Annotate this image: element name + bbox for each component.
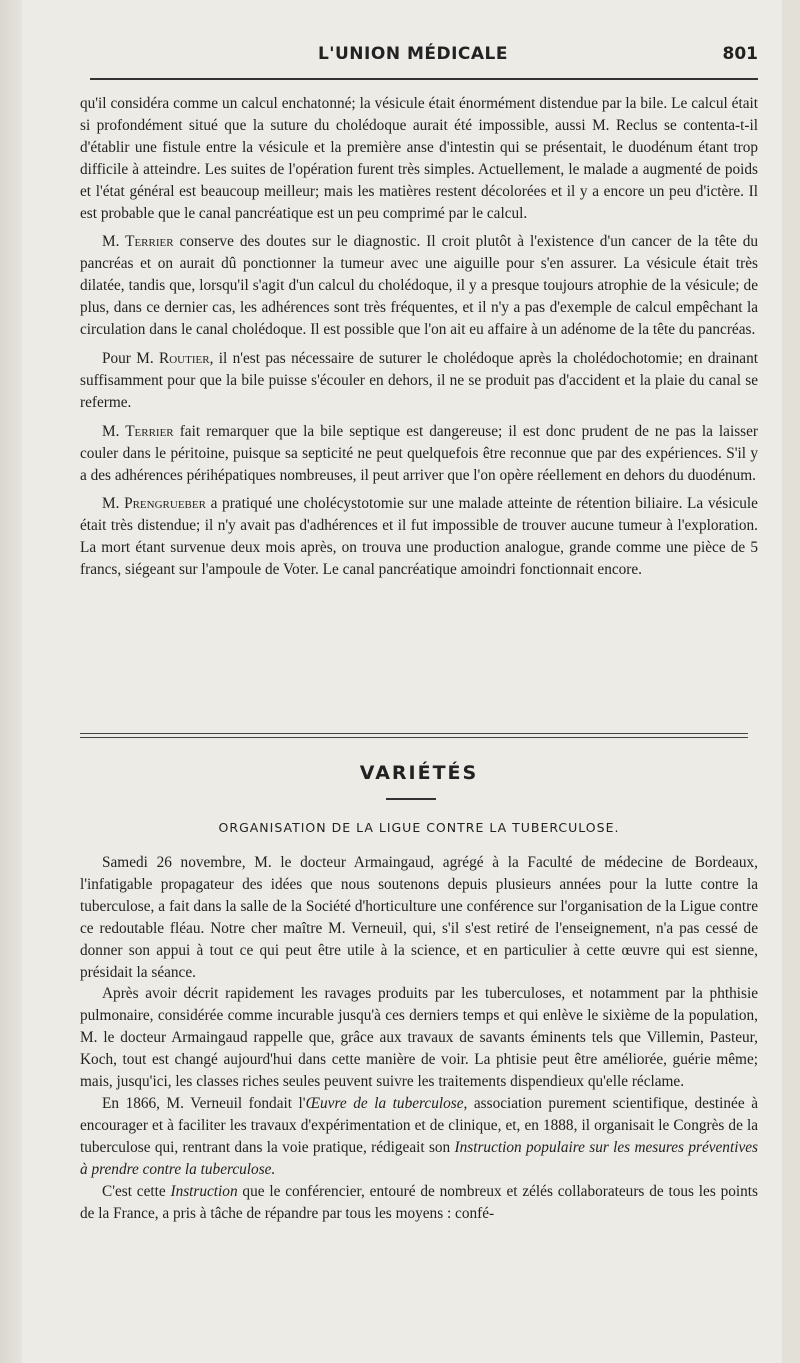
text-run: , association purement scientifique, destinée à encourager et à faciliter les travaux d'expérimentation et de clinique, et, en 1888, il organisait le Congrès de la tuberculose qui, rentrant dans la voie pratique, rédigeait son (80, 1094, 758, 1156)
text-run: que le conférencier, entouré de nombreux et zélés collaborateurs de tous les points de la France, a pris à tâche de répandre par tous les moyens : confé- (80, 1182, 758, 1222)
text-run: C'est cette (102, 1182, 171, 1200)
article-paragraph: Après avoir décrit rapidement les ravages produits par les tuberculoses, et notamment par la phthisie pulmonaire, considérée comme incurable jusqu'à ces derniers temps et qui enlève le sixième de la population, M. le docteur Armaingaud rappelle que, grâce aux travaux de savants éminents tels que Villemin, Pasteur, Koch, tout est changé aujourd'hui dans cette manière de voir. La phtisie peut être améliorée, guérie même; mais, jusqu'ici, les classes riches seules peuvent suivre les traitements dispendieux qu'elle réclame. (80, 985, 758, 1091)
section-divider (80, 737, 748, 738)
top-text-block (80, 93, 758, 588)
italic-title: Instruction (170, 1182, 238, 1200)
article-paragraph: Samedi 26 novembre, M. le docteur Armaingaud, agrégé à la Faculté de médecine de Bordeaux, l'infatigable propagateur des idées que nous soutenons depuis plusieurs années pour la lutte contre la tuberculose, a fait dans la salle de la Société d'horticulture une conférence sur l'organisation de la Ligue contre ce redoutable fléau. Notre cher maître M. Verneuil, qui, s'il s'est retiré de l'enseignement, n'a pas cessé de donner son appui à tout ce qui peut être utile à la science, et en particulier à cette œuvre qui est sienne, présidait la séance. (80, 854, 758, 981)
page-number: 801 (722, 44, 758, 64)
section-subtitle: ORGANISATION DE LA LIGUE CONTRE LA TUBERCULOSE. (218, 820, 620, 835)
title-rule (386, 798, 436, 800)
varietes-text-block (80, 852, 758, 1224)
italic-title: Œuvre de la tuberculose (305, 1094, 464, 1112)
article-paragraph (80, 1181, 758, 1225)
speaker-name: M. Prengrueber (102, 495, 206, 513)
text-run: En 1866, M. Verneuil fondait l' (102, 1094, 306, 1112)
discussion-paragraph (80, 231, 758, 341)
header-rule (90, 78, 758, 80)
book-spine (0, 0, 22, 1363)
speaker-name: M. Terrier (102, 422, 174, 440)
paragraph-prefix: Pour (102, 349, 137, 367)
italic-title: Instruction populaire sur les mesures préventives à prendre contre la tuberculose. (80, 1138, 758, 1178)
speaker-name: M. Terrier (102, 233, 174, 251)
continued-paragraph: qu'il considéra comme un calcul enchatonné; la vésicule était énormément distendue par la bile. Le calcul était si profondément situé que la suture du cholédoque aurait été impossible, aussi M. Reclus se contenta-t-il d'établir une fistule entre la vésicule et la première anse d'intestin qui se présentait, le duodénum étant trop difficile à atteindre. Les suites de l'opération furent très simples. Actuellement, le malade a augmenté de poids et l'état général est beaucoup meilleur; mais les matières restent décolorées et il y a encore un peu d'ictère. Il est probable que le canal pancréatique est un peu comprimé par le calcul. (80, 95, 758, 222)
paragraph-text: a pratiqué une cholécystotomie sur une malade atteinte de rétention biliaire. La vésicule était très distendue; il n'y avait pas d'adhérences et il fut impossible de trouver aucune tumeur à l'exploration. La mort étant survenue deux mois après, on trouva une production analogue, grande comme une pièce de 5 francs, siégeant sur l'ampoule de Voter. Le canal pancréatique amoindri fonctionnait encore. (80, 495, 758, 579)
paragraph-text: , il n'est pas nécessaire de suturer le cholédoque après la cholédochotomie; en drainant suffisamment pour que la bile puisse s'écouler en dehors, il ne se produit pas d'accident et la plaie du canal se referme. (80, 349, 758, 411)
page-edge (782, 0, 800, 1363)
article-paragraph (80, 1093, 758, 1181)
discussion-paragraph (80, 421, 758, 487)
paragraph-text: conserve des doutes sur le diagnostic. Il croit plutôt à l'existence d'un cancer de la tête du pancréas et on aurait dû ponctionner la tumeur avec une aiguille pour s'en assurer. La vésicule était très dilatée, tandis que, lorsqu'il s'agit d'un calcul du cholédoque, il y a presque toujours atrophie de la vésicule; de plus, dans ce dernier cas, les adhérences sont très fréquentes, et il n'y a pas d'exemple de calcul empêchant la circulation dans le canal cholédoque. Il est possible que l'on ait eu affaire à un adénome de la tête du pancréas. (80, 233, 758, 339)
discussion-paragraph (80, 493, 758, 581)
section-divider (80, 733, 748, 734)
speaker-name: M. Routier (136, 349, 210, 367)
paragraph-text: fait remarquer que la bile septique est dangereuse; il est donc prudent de ne pas la laisser couler dans le péritoine, puisque sa septicité ne peut quelquefois être reconnue que par des expériences. S'il y a des adhérences périhépatiques nombreuses, il peut arriver que l'on opère réellement en dehors du duodénum. (80, 422, 758, 484)
journal-title: L'UNION MÉDICALE (317, 44, 509, 64)
section-title: VARIÉTÉS (359, 762, 479, 784)
running-header (68, 44, 758, 74)
discussion-paragraph (80, 348, 758, 414)
